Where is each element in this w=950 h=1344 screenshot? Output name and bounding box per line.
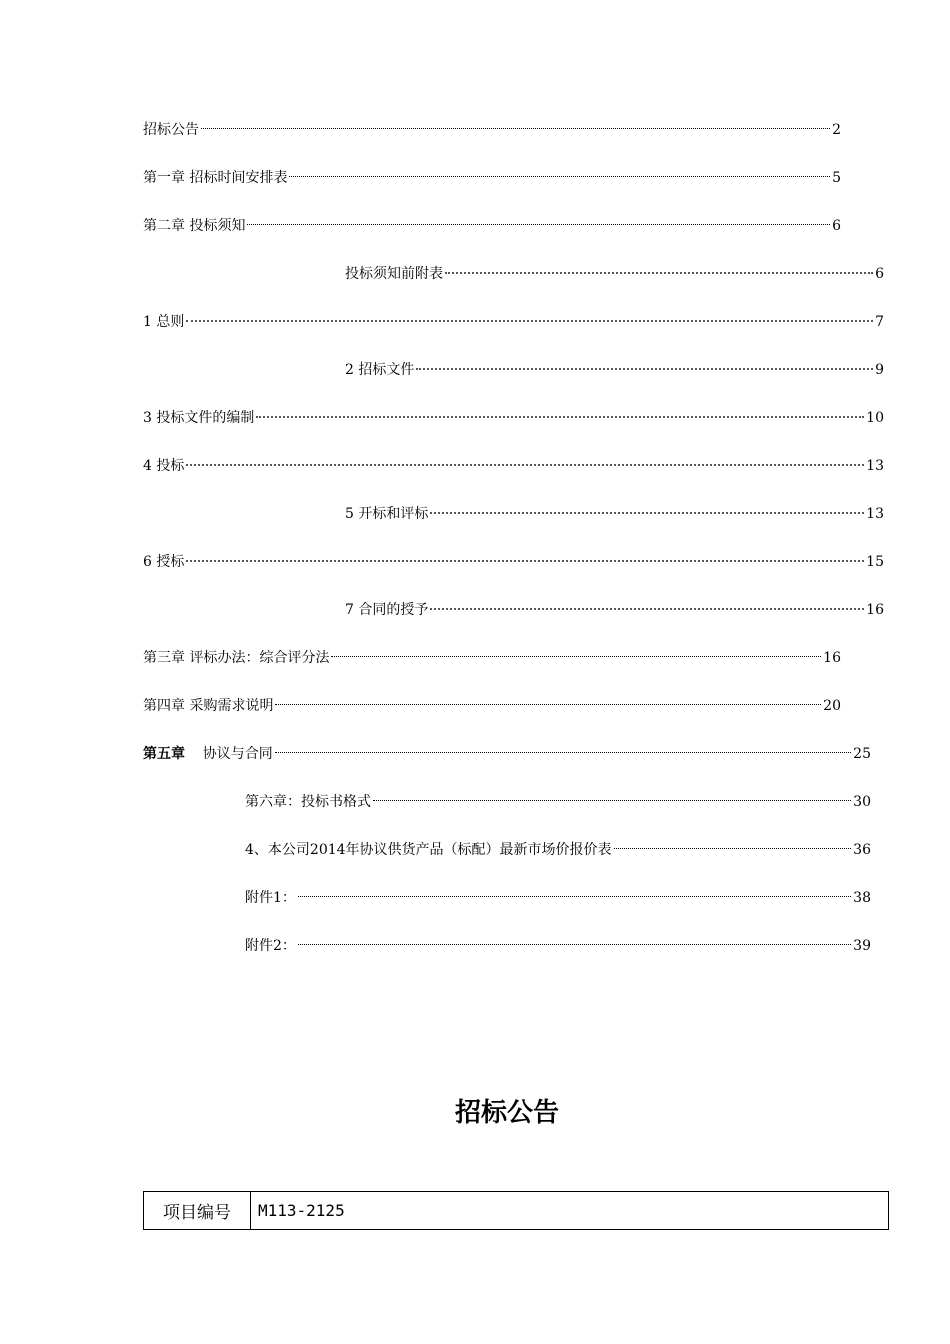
toc-page: 5 [832,170,841,186]
toc-label: 第一章 招标时间安排表 [143,170,288,186]
toc-leader [428,594,866,614]
toc-label: 7 合同的授予 [345,602,429,618]
toc-label: 4、本公司2014年协议供货产品（标配）最新市场价报价表 [245,842,612,858]
toc-entry[interactable] [345,498,884,524]
toc-entry[interactable] [143,546,884,572]
toc-entry[interactable] [245,930,871,956]
toc-label: 协议与合同 [185,746,273,762]
toc-leader [184,450,866,470]
toc-leader [428,498,866,518]
project-number-label: 项目编号 [144,1192,251,1229]
toc-entry[interactable] [345,258,884,284]
toc-leader [273,690,823,710]
toc-leader [371,786,853,806]
toc-entry[interactable] [143,642,841,668]
toc-entry[interactable] [245,834,871,860]
toc-page: 13 [866,506,884,522]
toc-label: 招标公告 [143,122,199,138]
section-title: 招标公告 [454,1098,559,1128]
toc-page: 36 [853,842,871,858]
toc-entry[interactable] [345,354,884,380]
toc-label: 第四章 采购需求说明 [143,698,274,714]
toc-page: 20 [823,698,841,714]
toc-leader [612,834,854,854]
toc-leader [296,930,853,950]
toc-label: 投标须知前附表 [345,266,443,282]
toc-entry[interactable] [143,450,884,476]
toc-entry[interactable] [143,210,841,236]
project-number-value: M113-2125 [258,1201,345,1220]
toc-label: 2 招标文件 [345,362,415,378]
toc-entry[interactable] [143,690,841,716]
toc-label: 附件1： [245,890,296,906]
toc-label: 附件2： [245,938,296,954]
toc-leader [414,354,875,374]
toc-page: 25 [853,746,871,762]
toc-page: 16 [823,650,841,666]
toc-page: 30 [853,794,871,810]
project-info-table [143,1191,889,1230]
toc-leader [296,882,853,902]
toc-label: 4 投标 [143,458,185,474]
toc-page: 38 [853,890,871,906]
toc-leader [287,162,832,182]
toc-label: 3 投标文件的编制 [143,410,255,426]
toc-leader [184,546,866,566]
toc-label: 5 开标和评标 [345,506,429,522]
toc-page: 2 [832,122,841,138]
toc-leader [273,738,853,758]
toc-page: 7 [875,314,884,330]
toc-page: 39 [853,938,871,954]
toc-leader [254,402,866,422]
toc-page: 10 [866,410,884,426]
toc-entry[interactable] [143,162,841,188]
toc-label: 6 授标 [143,554,185,570]
toc-entry[interactable] [143,402,884,428]
toc-page: 13 [866,458,884,474]
toc-label: 第二章 投标须知 [143,218,246,234]
toc-label: 第六章：投标书格式 [245,794,371,810]
toc-leader [184,306,875,326]
toc-leader [199,114,832,134]
toc-leader [329,642,823,662]
toc-label: 第三章 评标办法：综合评分法 [143,650,330,666]
toc-leader [245,210,832,230]
toc-page: 6 [875,266,884,282]
toc-entry[interactable] [245,786,871,812]
toc-leader [443,258,875,278]
toc-entry[interactable] [245,882,871,908]
toc-page: 15 [866,554,884,570]
toc-entry[interactable] [143,114,841,140]
toc-page: 6 [832,218,841,234]
toc-entry[interactable] [345,594,884,620]
toc-entry[interactable] [143,738,871,764]
toc-entry[interactable] [143,306,884,332]
toc-page: 16 [866,602,884,618]
toc-label: 1 总则 [143,314,185,330]
toc-label-bold: 第五章 [143,746,185,762]
toc-page: 9 [875,362,884,378]
